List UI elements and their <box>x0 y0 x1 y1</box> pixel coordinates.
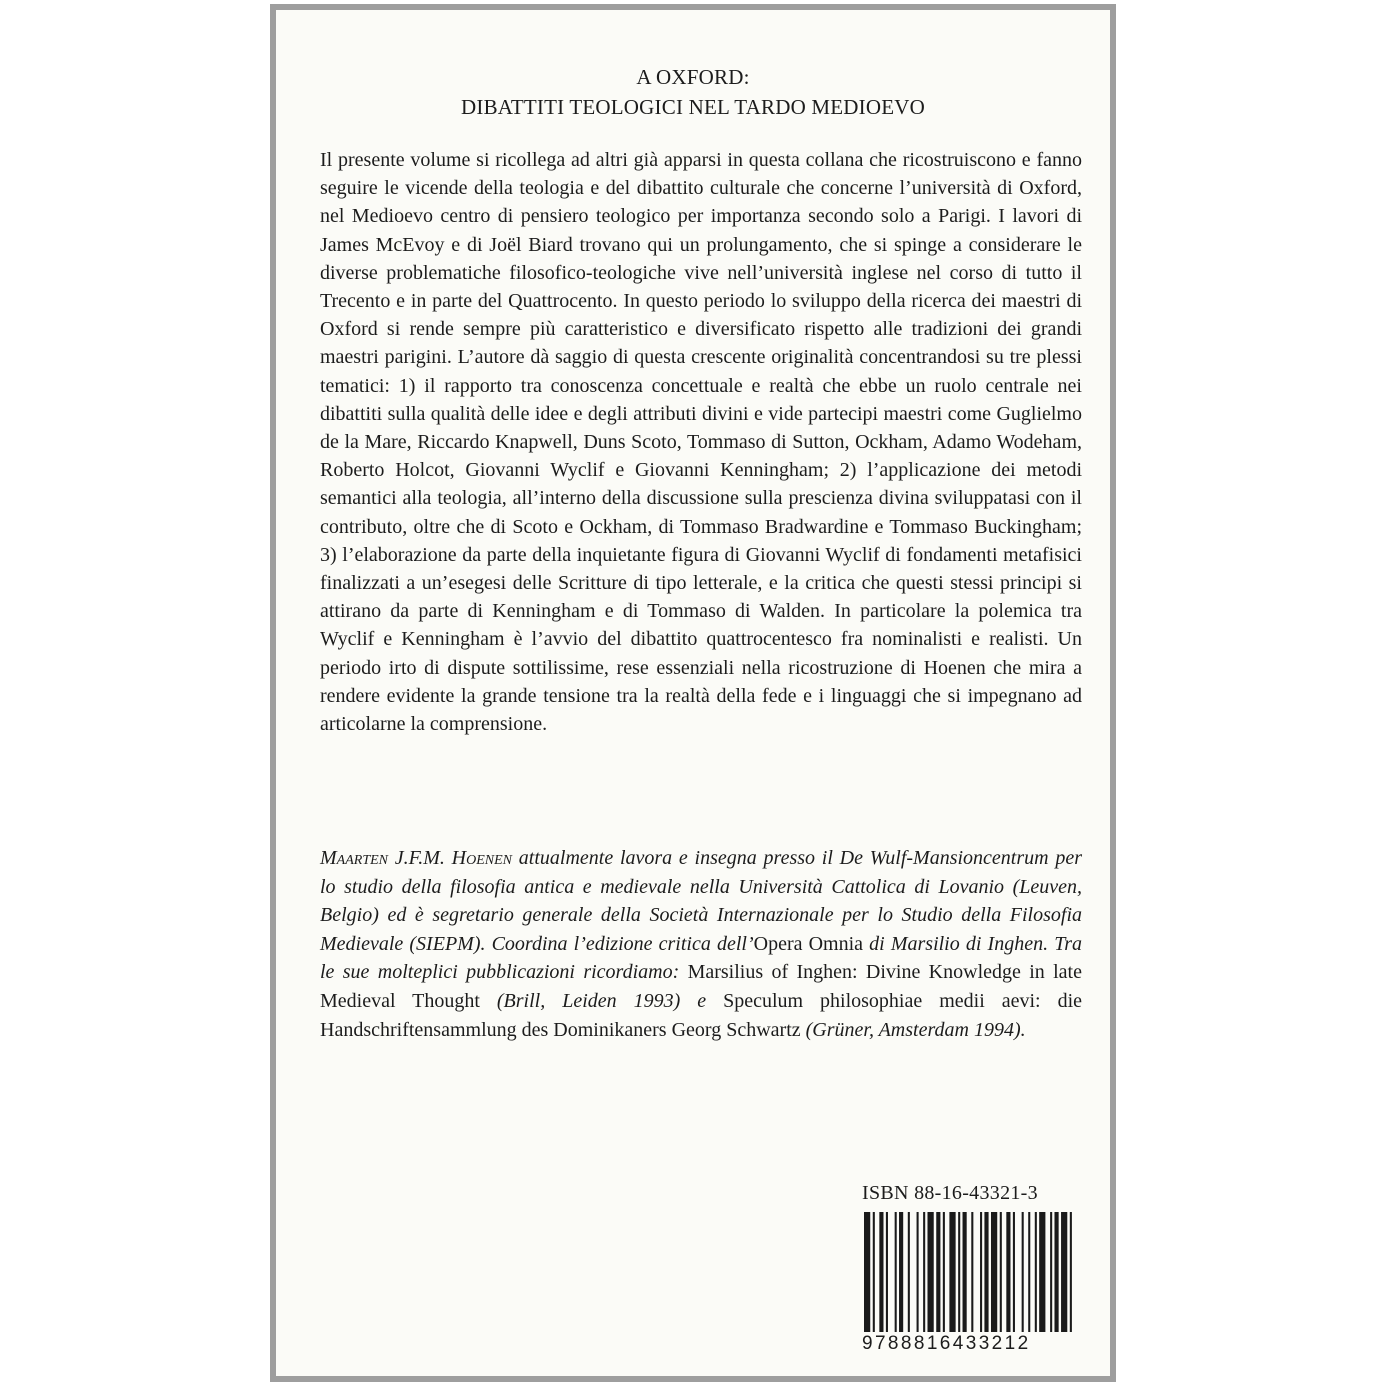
barcode-bar <box>936 1212 940 1332</box>
barcode-bar <box>873 1212 875 1332</box>
barcode-bar <box>949 1212 955 1332</box>
title-line-1: A OXFORD: <box>636 65 750 89</box>
barcode-bar <box>1006 1212 1010 1332</box>
author-bio <box>320 844 1082 1044</box>
barcode-number: 9788816433212 <box>862 1333 1031 1354</box>
barcode-bar <box>991 1212 997 1332</box>
barcode-bar <box>1022 1212 1024 1332</box>
bio-text-2: di Marsilio di Inghen. Tra le sue molteplici pubblicazioni ricordiamo: <box>320 932 1082 984</box>
bio-text-4: (Grüner, Amsterdam 1994). <box>800 1018 1026 1041</box>
barcode-bar <box>1070 1212 1072 1332</box>
barcode-icon <box>862 1212 1074 1336</box>
barcode-bar <box>1039 1212 1045 1332</box>
barcode-bar <box>886 1212 888 1332</box>
barcode-bar <box>971 1212 973 1332</box>
barcode-bar <box>943 1212 945 1332</box>
barcode-bar <box>1000 1212 1002 1332</box>
barcode-bar <box>1035 1212 1037 1332</box>
isbn-label: ISBN 88-16-43321-3 <box>862 1182 1038 1204</box>
bio-text-3: (Brill, Leiden 1993) e <box>479 989 724 1012</box>
barcode-bar <box>917 1212 919 1332</box>
bio-text-1: attualmente lavora e insegna presso il De Wulf-Mansioncentrum per lo studio della filosofia antica e medievale nella Università Cattolica di Lovanio (Leuven, Belgio) ed è segretario generale della Società Internazionale per lo Studio della Filosofia Medievale (SIEPM). Coordina l’edizione critica dell’ <box>320 847 1082 955</box>
title-line-2: DIBATTITI TEOLOGICI NEL TARDO MEDIOEVO <box>461 95 925 119</box>
barcode-bar <box>864 1212 870 1332</box>
barcode-bar <box>1054 1212 1058 1332</box>
author-name: Maarten J.F.M. Hoenen <box>320 847 513 869</box>
barcode-bar <box>1028 1212 1030 1332</box>
barcode-bar <box>927 1212 933 1332</box>
barcode-bar <box>984 1212 988 1332</box>
barcode-bar <box>958 1212 960 1332</box>
barcode-bar <box>980 1212 982 1332</box>
description-paragraph: Il presente volume si ricollega ad altri già apparsi in questa collana che ricostruiscono e fanno seguire le vicende della teologia e del dibattito culturale che concerne l’università di Oxford, nel Medioevo centro di pensiero teologico per importanza secondo solo a Parigi. I lavori di James McEvoy e di Joël Biard trovano qui un prolungamento, che si spinge a considerare le diverse problematiche filosofico-teologiche vive nell’università inglese nel corso di tutto il Trecento e in parte del Quattrocento. In questo periodo lo sviluppo della ricerca dei maestri di Oxford si rende sempre più caratteristico e diversificato rispetto alle tradizioni dei grandi maestri parigini. L’autore dà saggio di questa crescente originalità concentrandosi su tre plessi tematici: 1) il rapporto tra conoscenza concettuale e realtà che ebbe un ruolo centrale nei dibattiti sulla qualità delle idee e degli attributi divini e vide partecipi maestri come Guglielmo de la Mare, Riccardo Knapwell, Duns Scoto, Tommaso di Sutton, Ockham, Adamo Wodeham, Roberto Holcot, Giovanni Wyclif e Giovanni Kenningham; 2) l’applicazione dei metodi semantici alla teologia, all’interno della discussione sulla prescienza divina sviluppatasi con il contributo, oltre che di Scoto e Ockham, di Tommaso Bradwardine e Tommaso Buckingham; 3) l’elaborazione da parte della inquietante figura di Giovanni Wyclif di fondamenti metafisici finalizzati a un’esegesi delle Scritture di tipo letterale, e la critica che questi stessi principi si attirano da parte di Kenningham e di Tommaso di Walden. In particolare la polemica tra Wyclif e Kenningham è l’avvio del dibattito quattrocentesco fra nominalisti e realisti. Un periodo irto di dispute sottilissime, rese essenziali nella ricostruzione di Hoenen che mira a rendere evidente la grande tensione tra la realtà della fede e i linguaggi che si impegnano ad articolarne la comprensione. <box>320 149 1082 736</box>
bio-work-3: Speculum philosophiae medii aevi: die Handschriftensammlung des Dominikaners Georg Schwartz <box>320 989 1082 1041</box>
barcode-bar <box>895 1212 897 1332</box>
barcode-bar <box>899 1212 903 1332</box>
bio-work-1: Opera Omnia <box>753 932 864 955</box>
bio-work-2: Marsilius of Inghen: Divine Knowledge in late Medieval Thought <box>320 961 1082 1012</box>
barcode-bar <box>879 1212 883 1332</box>
barcode-bar <box>923 1212 925 1332</box>
book-back-cover <box>270 4 1116 1382</box>
barcode-bar <box>908 1212 910 1332</box>
barcode-bar <box>1061 1212 1067 1332</box>
barcode-bar <box>1050 1212 1052 1332</box>
barcode-bar <box>963 1212 967 1332</box>
barcode-bar <box>1013 1212 1015 1332</box>
